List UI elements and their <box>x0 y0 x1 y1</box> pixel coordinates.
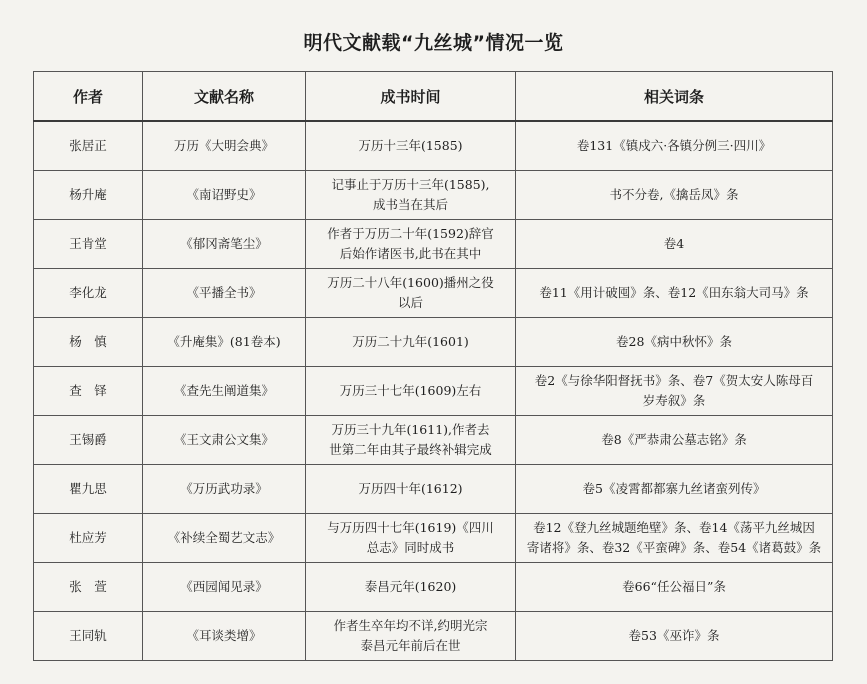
time-line: 泰昌元年前后在世 <box>360 638 461 653</box>
table-row <box>34 269 833 318</box>
header-time: 成书时间 <box>306 72 516 122</box>
time-line: 以后 <box>397 295 423 310</box>
cell-work: 《查先生阐道集》 <box>143 367 306 416</box>
cell-time <box>306 465 516 514</box>
cell-entry <box>516 563 833 612</box>
cell-work: 《王文肃公文集》 <box>143 416 306 465</box>
cell-time <box>306 121 516 171</box>
entry-line: 卷53《巫诈》条 <box>628 628 720 643</box>
time-line: 后始作诸医书,此书在其中 <box>339 246 482 261</box>
entry-line: 卷28《病中秋怀》条 <box>616 334 732 349</box>
time-line: 万历十三年(1585) <box>358 138 463 153</box>
cell-author: 张 萱 <box>34 563 143 612</box>
page-title: 明代文献载“九丝城”情况一览 <box>303 32 564 54</box>
header-entry: 相关词条 <box>516 72 833 122</box>
time-line: 总志》同时成书 <box>366 540 455 555</box>
cell-author: 李化龙 <box>34 269 143 318</box>
cell-author: 查 铎 <box>34 367 143 416</box>
cell-entry <box>516 318 833 367</box>
table-row <box>34 171 833 220</box>
cell-author: 杨升庵 <box>34 171 143 220</box>
cell-work: 《万历武功录》 <box>143 465 306 514</box>
time-line: 万历三十七年(1609)左右 <box>339 383 482 398</box>
time-line: 世第二年由其子最终补辑完成 <box>329 442 492 457</box>
time-line: 作者于万历二十年(1592)辞官 <box>327 226 494 241</box>
table-row <box>34 220 833 269</box>
cell-author: 杨 慎 <box>34 318 143 367</box>
header-author: 作者 <box>34 72 143 122</box>
header-work: 文献名称 <box>143 72 306 122</box>
cell-author: 张居正 <box>34 121 143 171</box>
entry-line: 卷2《与徐华阳督抚书》条、卷7《贺太安人陈母百 <box>534 373 814 388</box>
cell-work: 《升庵集》(81卷本) <box>143 318 306 367</box>
cell-work: 《平播全书》 <box>143 269 306 318</box>
cell-author: 王同轨 <box>34 612 143 661</box>
cell-entry <box>516 416 833 465</box>
table-row <box>34 563 833 612</box>
cell-work: 《西园闻见录》 <box>143 563 306 612</box>
table-row <box>34 367 833 416</box>
cell-time <box>306 171 516 220</box>
entry-line: 卷66“任公福日”条 <box>622 579 726 594</box>
entry-line: 卷131《镇戍六·各镇分例三·四川》 <box>576 138 772 153</box>
table-header-row <box>34 72 833 122</box>
table-row <box>34 465 833 514</box>
entry-line: 卷5《凌霄都都寨九丝诸蛮列传》 <box>582 481 766 496</box>
table-row <box>34 612 833 661</box>
cell-author: 杜应芳 <box>34 514 143 563</box>
cell-entry <box>516 465 833 514</box>
time-line: 万历二十九年(1601) <box>352 334 469 349</box>
cell-time <box>306 318 516 367</box>
table-row <box>34 514 833 563</box>
cell-work: 《补续全蜀艺文志》 <box>143 514 306 563</box>
cell-author: 瞿九思 <box>34 465 143 514</box>
cell-work: 《耳谈类增》 <box>143 612 306 661</box>
table-row <box>34 121 833 171</box>
entry-line: 卷12《登九丝城题绝壁》条、卷14《荡平九丝城因 <box>533 520 815 535</box>
time-line: 万历四十年(1612) <box>358 481 463 496</box>
cell-entry <box>516 171 833 220</box>
entry-line: 寄诸将》条、卷32《平蛮碑》条、卷54《诸葛鼓》条 <box>526 540 822 555</box>
cell-entry <box>516 121 833 171</box>
cell-work: 万历《大明会典》 <box>143 121 306 171</box>
time-line: 与万历四十七年(1619)《四川 <box>327 520 494 535</box>
cell-author: 王锡爵 <box>34 416 143 465</box>
time-line: 作者生卒年均不详,约明光宗 <box>333 618 488 633</box>
table-row <box>34 416 833 465</box>
cell-entry <box>516 269 833 318</box>
entry-line: 卷8《严恭肃公墓志铭》条 <box>601 432 747 447</box>
entry-line: 卷11《用计破囤》条、卷12《田东翁大司马》条 <box>539 285 809 300</box>
time-line: 万历三十九年(1611),作者去 <box>331 422 490 437</box>
cell-work: 《南诏野史》 <box>143 171 306 220</box>
time-line: 万历二十八年(1600)播州之役 <box>327 275 494 290</box>
entry-line: 岁寿叙》条 <box>642 393 706 408</box>
time-line: 记事止于万历十三年(1585), <box>331 177 490 192</box>
entry-line: 卷4 <box>663 236 685 251</box>
entry-line: 书不分卷,《擒岳凤》条 <box>609 187 739 202</box>
cell-time <box>306 563 516 612</box>
cell-time <box>306 514 516 563</box>
time-line: 成书当在其后 <box>372 197 448 212</box>
time-line: 泰昌元年(1620) <box>364 579 457 594</box>
literature-table <box>33 71 833 661</box>
cell-entry <box>516 367 833 416</box>
cell-time <box>306 220 516 269</box>
cell-entry <box>516 612 833 661</box>
table-row <box>34 318 833 367</box>
cell-time <box>306 416 516 465</box>
cell-time <box>306 367 516 416</box>
cell-entry <box>516 514 833 563</box>
cell-time <box>306 612 516 661</box>
cell-entry <box>516 220 833 269</box>
cell-time <box>306 269 516 318</box>
cell-author: 王肯堂 <box>34 220 143 269</box>
cell-work: 《郁冈斋笔尘》 <box>143 220 306 269</box>
